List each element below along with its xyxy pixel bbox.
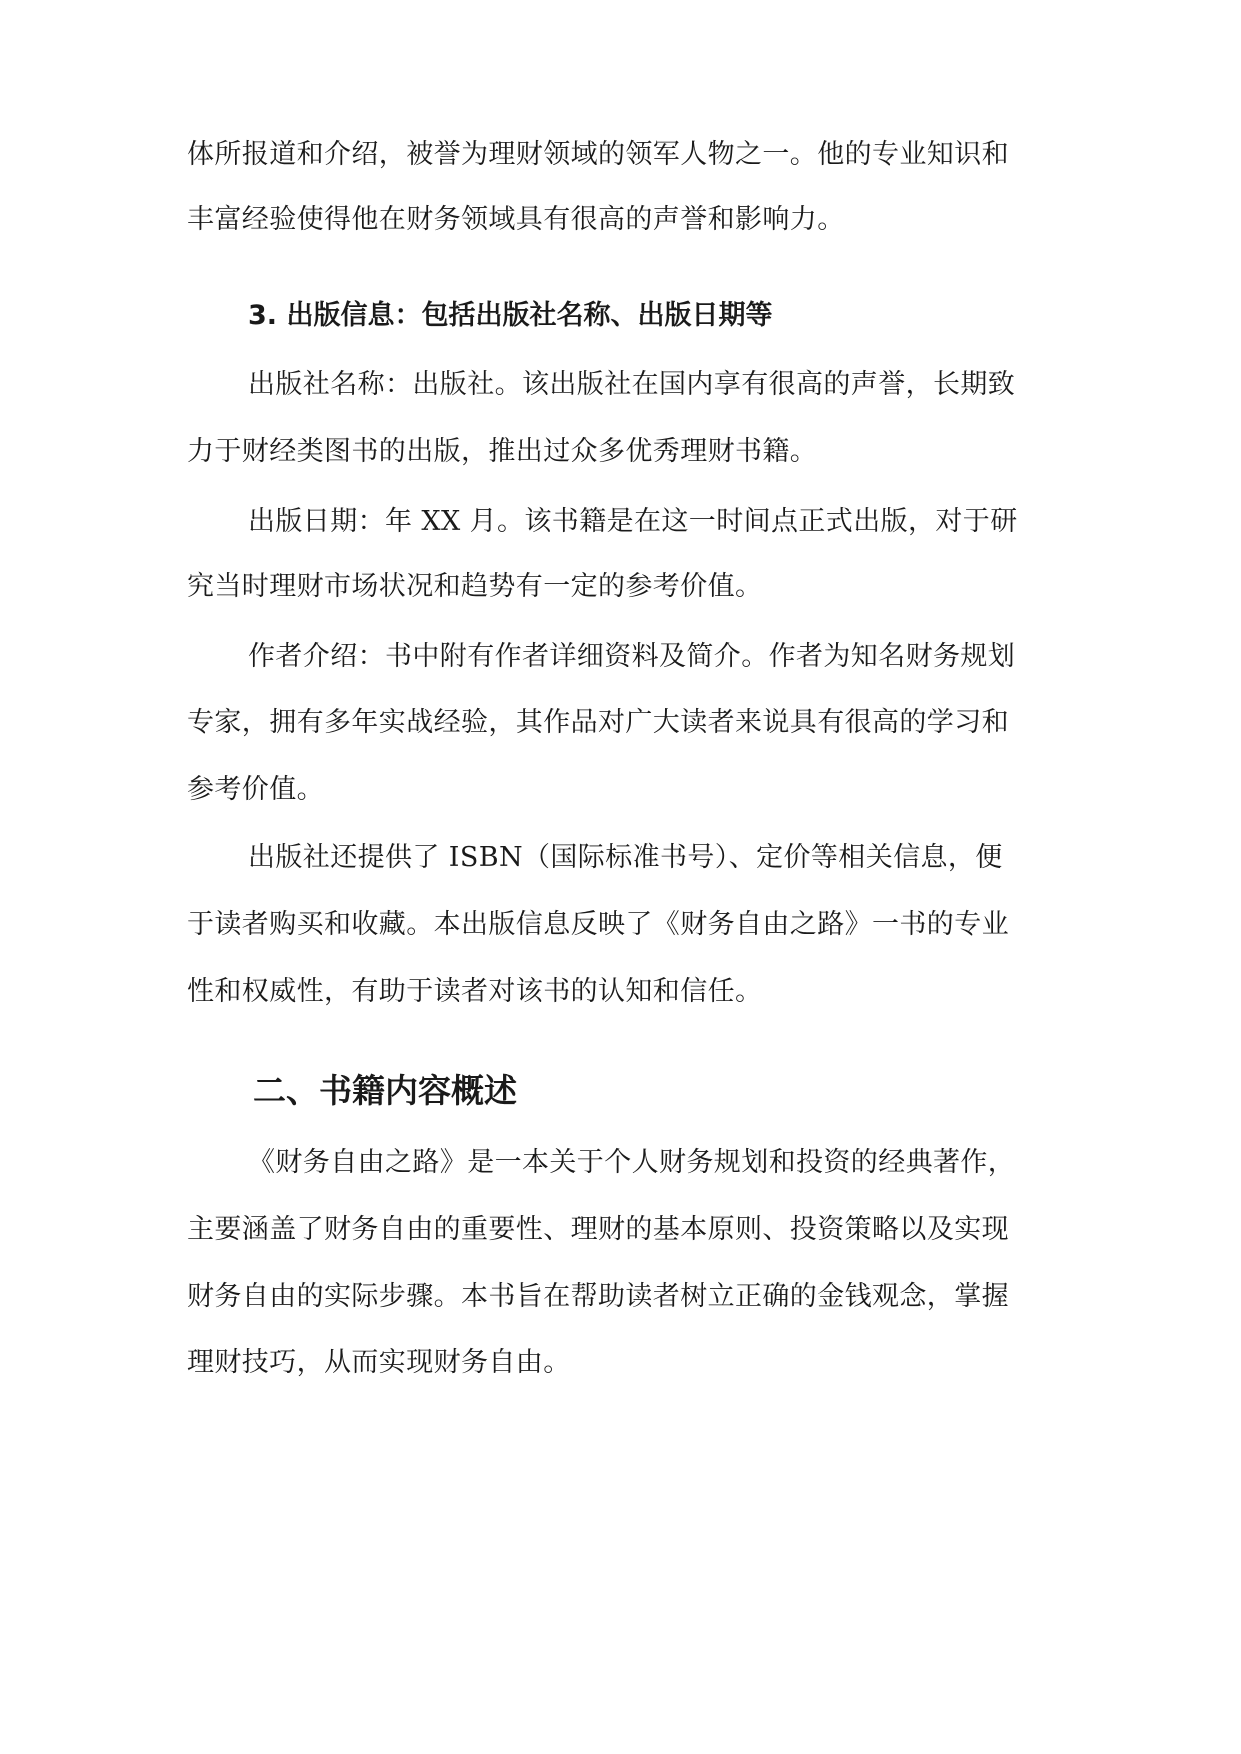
publisher-line-1: 出版社名称：出版社。该出版社在国内享有很高的声誉，长期致	[248, 369, 1016, 400]
author-line-1: 作者介绍：书中附有作者详细资料及简介。作者为知名财务规划	[248, 641, 1016, 672]
overview-line-2: 主要涵盖了财务自由的重要性、理财的基本原则、投资策略以及实现	[187, 1214, 1009, 1245]
pubdate-line-2: 究当时理财市场状况和趋势有一定的参考价值。	[187, 571, 763, 602]
intro-line-2: 丰富经验使得他在财务领域具有很高的声誉和影响力。	[187, 204, 845, 235]
isbn-line-1: 出版社还提供了 ISBN（国际标准书号）、定价等相关信息，便	[248, 842, 1003, 873]
section2-heading: 二、书籍内容概述	[253, 1071, 517, 1110]
intro-line-1: 体所报道和介绍，被誉为理财领域的领军人物之一。他的专业知识和	[187, 139, 1009, 170]
publisher-line-2: 力于财经类图书的出版，推出过众多优秀理财书籍。	[187, 436, 818, 467]
author-line-2: 专家，拥有多年实战经验，其作品对广大读者来说具有很高的学习和	[187, 707, 1009, 738]
overview-line-3: 财务自由的实际步骤。本书旨在帮助读者树立正确的金钱观念，掌握	[187, 1281, 1009, 1312]
overview-line-4: 理财技巧，从而实现财务自由。	[187, 1347, 571, 1378]
section3-heading: 3. 出版信息：包括出版社名称、出版日期等	[248, 300, 773, 331]
overview-line-1: 《财务自由之路》是一本关于个人财务规划和投资的经典著作，	[248, 1147, 1016, 1178]
pubdate-line-1: 出版日期：年 XX 月。该书籍是在这一时间点正式出版，对于研	[248, 506, 1018, 537]
isbn-line-3: 性和权威性，有助于读者对该书的认知和信任。	[187, 976, 763, 1007]
isbn-line-2: 于读者购买和收藏。本出版信息反映了《财务自由之路》一书的专业	[187, 909, 1009, 940]
author-line-3: 参考价值。	[187, 774, 324, 805]
